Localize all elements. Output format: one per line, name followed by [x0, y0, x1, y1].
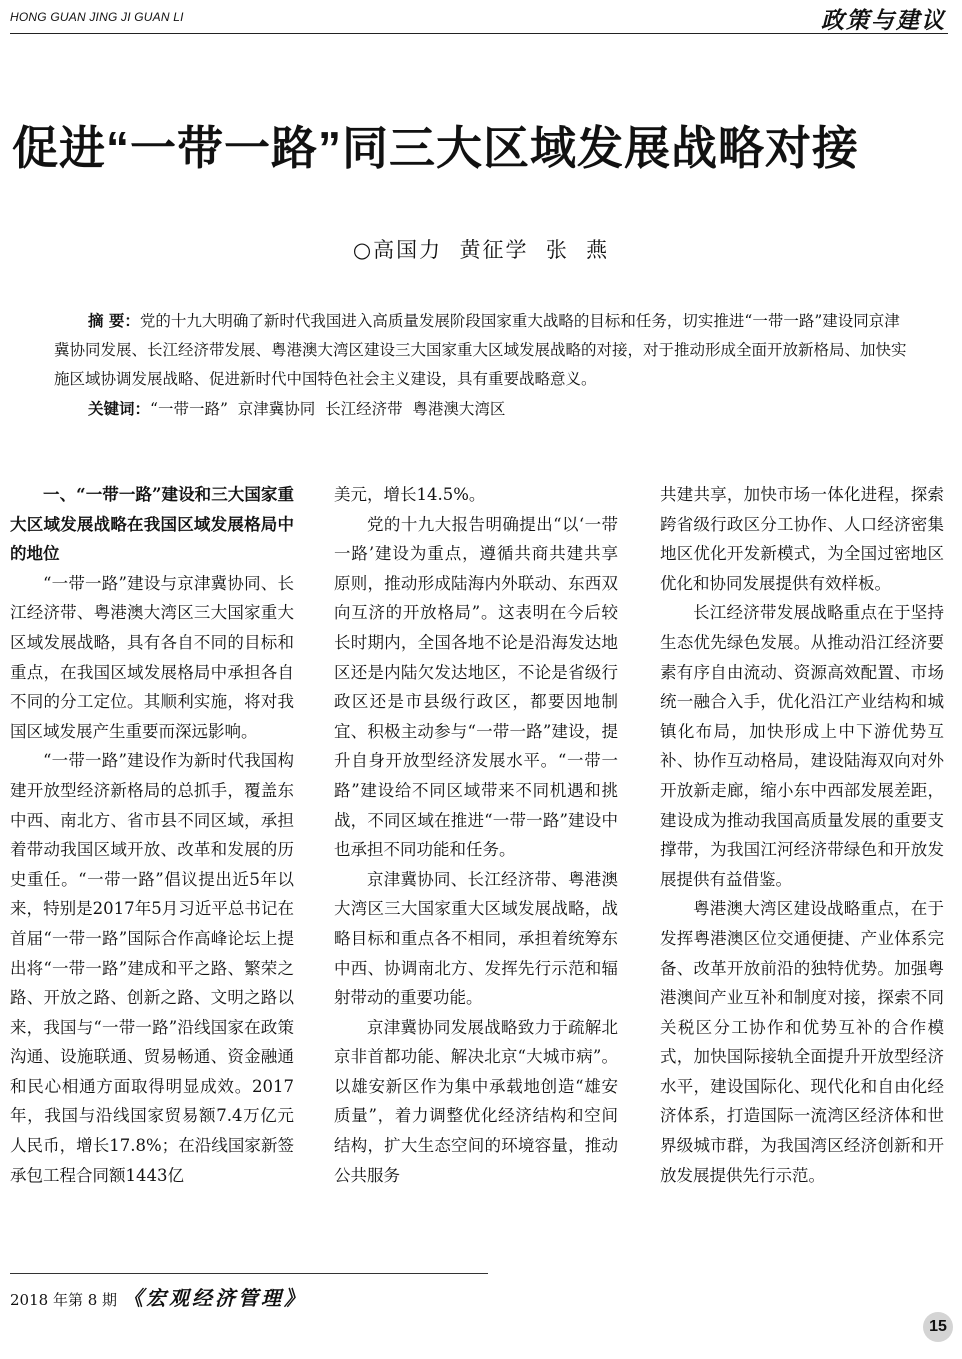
abstract-text: 党的十九大明确了新时代我国进入高质量发展阶段国家重大战略的目标和任务，切实推进“一带一路”建设同京津冀协同发展、长江经济带发展、粤港澳大湾区建设三大国家重大区域发展战略的对接，对于推动形成全面开放新格局、加快实施区域协调发展战略、促进新时代中国特色社会主义建设，具有重要战略意义。	[54, 312, 907, 388]
keywords-label: 关键词：	[88, 399, 151, 418]
body-paragraph: 长江经济带发展战略重点在于坚持生态优先绿色发展。从推动沿江经济要素有序自由流动、资源高效配置、市场统一融合入手，优化沿江产业结构和城镇化布局，加快形成上中下游优势互补、协作互动格局，建设陆海双向对外开放新走廊，缩小东中西部发展差距，建设成为推动我国高质量发展的重要支撑带，为我国江河经济带绿色和开放发展提供有益借鉴。	[660, 603, 944, 889]
body-column-3	[660, 480, 944, 1190]
abstract-block	[54, 306, 914, 424]
header-rule	[10, 33, 948, 34]
article-title: 促进“一带一路”同三大区域发展战略对接	[12, 122, 859, 174]
body-paragraph-continued: 美元，增长14.5%。	[334, 485, 486, 504]
page-number: 15	[923, 1312, 953, 1342]
journal-name: HONG GUAN JING JI GUAN LI	[10, 10, 184, 24]
body-paragraph: 京津冀协同发展战略致力于疏解北京非首都功能、解决北京“大城市病”。以雄安新区作为集中承载地创造“雄安质量”，着力调整优化经济结构和空间结构，扩大生态空间的环境容量，推动公共服务	[334, 1017, 618, 1185]
abstract-label: 摘 要：	[88, 311, 140, 330]
section-tag: 政策与建议	[821, 7, 946, 33]
footer	[10, 1282, 307, 1311]
keywords-text: “一带一路” 京津冀协同 长江经济带 粤港澳大湾区	[150, 400, 506, 418]
keywords-line	[54, 394, 914, 424]
issue-info: 2018 年第 8 期	[10, 1291, 118, 1309]
journal-logo: 《宏观经济管理》	[123, 1286, 308, 1310]
body-paragraph: 粤港澳大湾区建设战略重点，在于发挥粤港澳区位交通便捷、产业体系完备、改革开放前沿的独特优势。加强粤港澳间产业互补和制度对接，探索不同关税区分工协作和优势互补的合作模式，加快国际接轨全面提升开放型经济水平，建设国际化、现代化和自由化经济体系，打造国际一流湾区经济体和世界级城市群，为我国湾区经济创新和开放发展提供先行示范。	[660, 899, 944, 1185]
body-paragraph: “一带一路”建设与京津冀协同、长江经济带、粤港澳大湾区三大国家重大区域发展战略，具有各自不同的目标和重点，在我国区域发展格局中承担各自不同的分工定位。其顺利实施，将对我国区域发展产生重要而深远影响。	[10, 573, 294, 741]
body-column-2	[334, 480, 618, 1190]
body-paragraph: 党的十九大报告明确提出“以‘一带一路’建设为重点，遵循共商共建共享原则，推动形成陆海内外联动、东西双向互济的开放格局”。这表明在今后较长时期内，全国各地不论是沿海发达地区还是内陆欠发达地区，不论是省级行政区还是市县级行政区，都要因地制宜、积极主动参与“一带一路”建设，提升自身开放型经济发展水平。“一带一路”建设给不同区域带来不同机遇和挑战，不同区域在推进“一带一路”建设中也承担不同功能和任务。	[334, 514, 618, 860]
body-paragraph: “一带一路”建设作为新时代我国构建开放型经济新格局的总抓手，覆盖东中西、南北方、省市县不同区域，承担着带动我国区域开放、改革和发展的历史重任。“一带一路”倡议提出近5年以来，特别是2017年5月习近平总书记在首届“一带一路”国际合作高峰论坛上提出将“一带一路”建成和平之路、繁荣之路、开放之路、创新之路、文明之路以来，我国与“一带一路”沿线国家在政策沟通、设施联通、贸易畅通、资金融通和民心相通方面取得明显成效。2017年，我国与沿线国家贸易额7.4万亿元人民币，增长17.8%；在沿线国家新签承包工程合同额1443亿	[10, 751, 294, 1185]
abstract-paragraph	[54, 306, 914, 394]
footer-rule	[10, 1273, 488, 1274]
body-paragraph: 京津冀协同、长江经济带、粤港澳大湾区三大国家重大区域发展战略，战略目标和重点各不相同，承担着统筹东中西、协调南北方、发挥先行示范和辐射带动的重要功能。	[334, 869, 618, 1008]
section-heading-1: 一、“一带一路”建设和三大国家重大区域发展战略在我国区域发展格局中的地位	[10, 485, 294, 564]
body-column-1	[10, 480, 294, 1190]
authors: ○高国力 黄征学 张 燕	[352, 238, 610, 262]
body-paragraph-continued: 共建共享，加快市场一体化进程，探索跨省级行政区分工协作、人口经济密集地区优化开发新模式，为全国过密地区优化和协同发展提供有效样板。	[660, 485, 944, 593]
